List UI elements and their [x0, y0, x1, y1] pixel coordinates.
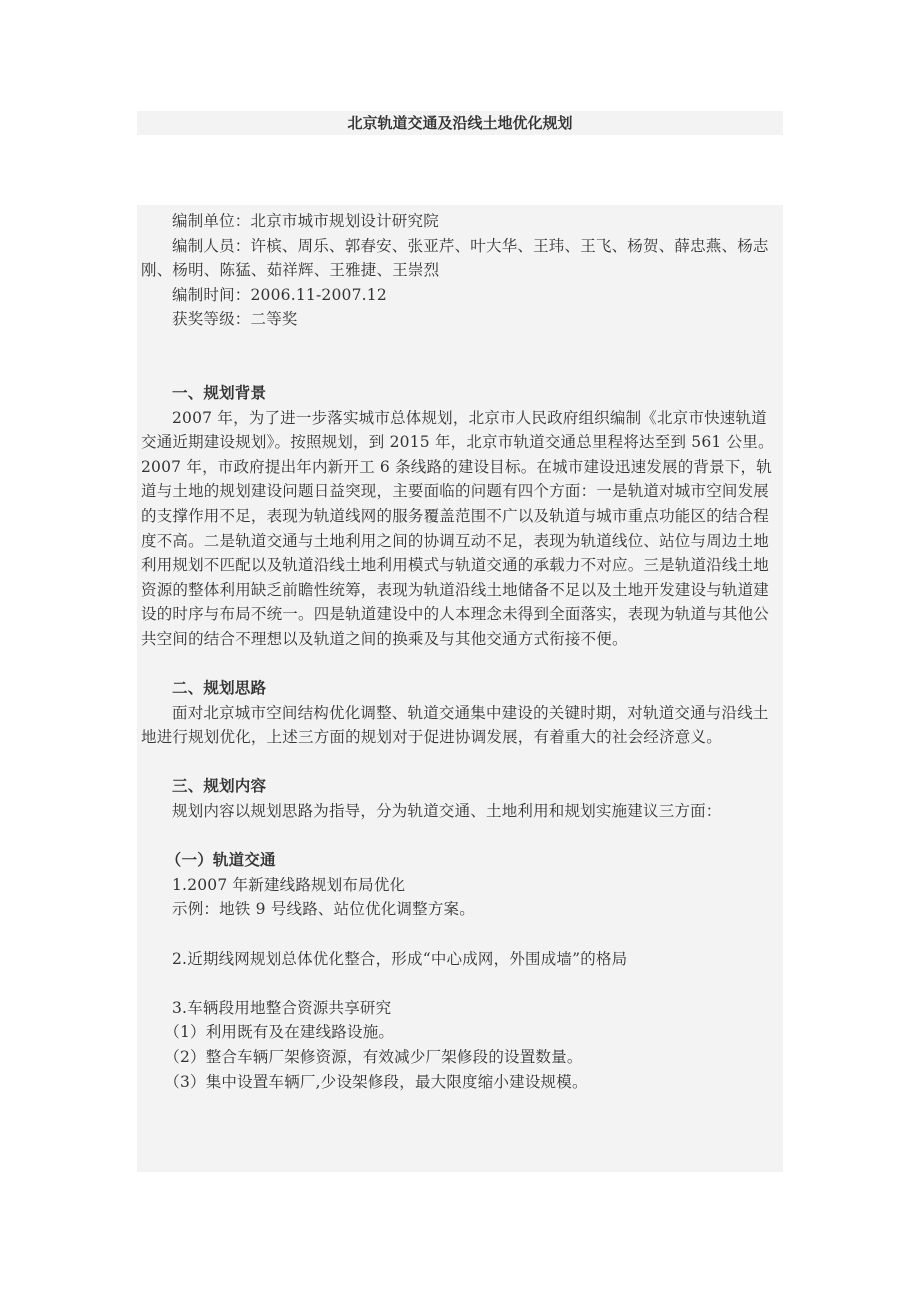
subsection-heading-rail: （一）轨道交通	[165, 851, 276, 870]
item3-point-3: （3）集中设置车辆厂,少设架修段，最大限度缩小建设规模。	[164, 1072, 588, 1091]
section-heading-approach: 二、规划思路	[172, 679, 267, 698]
section-body-approach: 面对北京城市空间结构优化调整、轨道交通集中建设的关键时期，对轨道交通与沿线土地进行规划优化，上述三方面的规划对于促进协调发展，有着重大的社会经济意义。	[141, 703, 769, 747]
section-body-background: 2007 年，为了进一步落实城市总体规划，北京市人民政府组织编制《北京市快速轨道交通近期建设规划》。按照规划，到 2015 年，北京市轨道交通总里程将达至到 561 公里。2007 年，市政府提出年内新开工 6 条线路的建设目标。在城市建设迅速发展的背景下，轨道与土地的规划建设问题日益突现，主要面临的问题有四个方面：一是轨道对城市空间发展的支撑作用不足，表现为轨道线网的服务覆盖范围不广以及轨道与城市重点功能区的结合程度不高。二是轨道交通与土地利用之间的协调互动不足，表现为轨道线位、站位与周边土地利用规划不匹配以及轨道沿线土地利用模式与轨道交通的承载力不对应。三是轨道沿线土地资源的整体利用缺乏前瞻性统筹，表现为轨道沿线土地储备不足以及土地开发建设与轨道建设的时序与布局不统一。四是轨道建设中的人本理念未得到全面落实，表现为轨道与其他公共空间的结合不理想以及轨道之间的换乘及与其他交通方式衔接不便。	[141, 408, 774, 648]
item3-point-2: （2）整合车辆厂架修资源，有效减少厂架修段的设置数量。	[164, 1048, 583, 1066]
item1-title: 1.2007 年新建线路规划布局优化	[172, 875, 406, 894]
meta-award: 获奖等级：二等奖	[172, 310, 298, 329]
meta-unit: 编制单位：北京市城市规划设计研究院	[172, 212, 439, 230]
item1-example: 示例：地铁 9 号线路、站位优化调整方案。	[172, 900, 475, 919]
meta-staff: 编制人员：许槟、周乐、郭春安、张亚芹、叶大华、王玮、王飞、杨贺、薛忠燕、杨志刚、杨明、陈猛、茹祥辉、王雅捷、王崇烈	[141, 236, 769, 280]
section-body-content: 规划内容以规划思路为指导，分为轨道交通、土地利用和规划实施建议三方面：	[172, 802, 722, 821]
item2-title: 2.近期线网规划总体优化整合，形成“中心成网，外围成墙”的格局	[172, 949, 628, 968]
document-body	[137, 205, 783, 1172]
meta-time: 编制时间：2006.11-2007.12	[172, 285, 387, 304]
document-title: 北京轨道交通及沿线土地优化规划	[137, 111, 783, 135]
section-heading-content: 三、规划内容	[172, 777, 267, 796]
item3-point-1: （1）利用既有及在建线路设施。	[164, 1023, 395, 1042]
section-heading-background: 一、规划背景	[172, 383, 267, 402]
item3-title: 3.车辆段用地整合资源共享研究	[172, 998, 392, 1017]
